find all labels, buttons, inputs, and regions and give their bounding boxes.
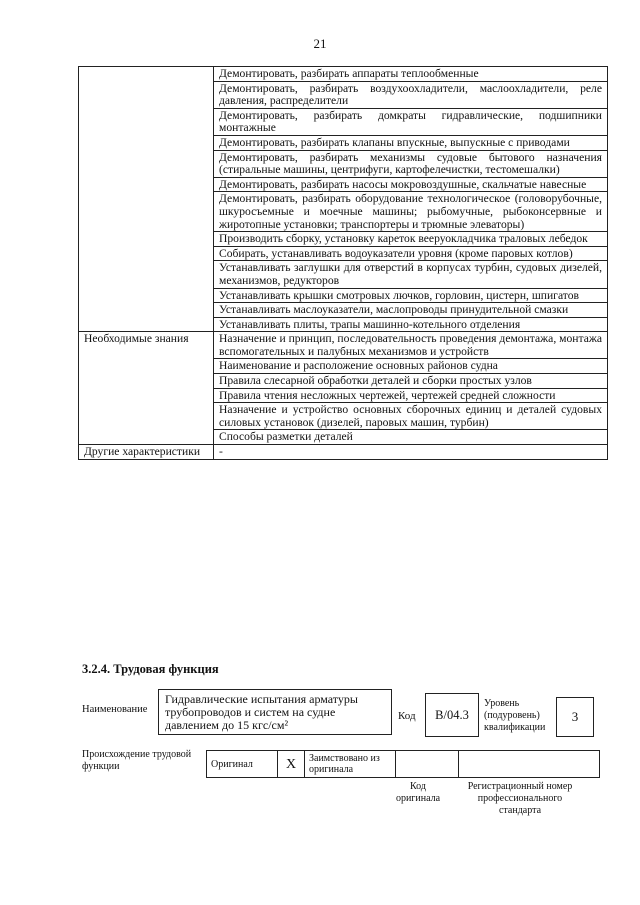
other-row-text: -	[214, 445, 608, 460]
action-row-text: Устанавливать заглушки для отверстий в корпусах турбин, судовых дизелей, механизмов, редукторов	[214, 261, 608, 288]
knowledge-row-text: Правила слесарной обработки деталей и сборки простых узлов	[214, 374, 608, 389]
knowledge-row-text: Назначение и принцип, последовательность проведения демонтажа, монтажа вспомогательных и палубных механизмов и устройств	[214, 332, 608, 359]
action-row-text: Устанавливать плиты, трапы машинно-котельного отделения	[214, 317, 608, 332]
action-row-text: Демонтировать, разбирать клапаны впускные, выпускные с приводами	[214, 135, 608, 150]
other-row	[79, 445, 608, 460]
knowledge-row	[79, 332, 608, 359]
original-label: Оригинал	[207, 751, 278, 778]
page-number: 21	[313, 36, 327, 51]
action-row-text: Демонтировать, разбирать домкраты гидравлические, подшипники монтажные	[214, 108, 608, 135]
section-title: 3.2.4. Трудовая функция	[82, 662, 219, 676]
borrowed-label: Заимствовано из оригинала	[305, 751, 396, 778]
code-original-cell	[396, 751, 459, 778]
name-label: Наименование	[82, 704, 148, 715]
other-row-label: Другие характеристики	[79, 445, 214, 460]
action-row-label	[79, 67, 214, 332]
action-row-text: Устанавливать маслоуказатели, маслопроводы принудительной смазки	[214, 303, 608, 318]
code-value: B/04.3	[435, 707, 469, 722]
action-row-text: Собирать, устанавливать водоуказатели уровня (кроме паровых котлов)	[214, 246, 608, 261]
reg-number-cell	[459, 751, 600, 778]
action-row	[79, 67, 608, 82]
code-label: Код	[398, 710, 416, 722]
knowledge-row-text: Назначение и устройство основных сборочных единиц и деталей судовых силовых установок (дизелей, паровых машин, турбин)	[214, 403, 608, 430]
code-original-caption: Код оригинала	[395, 781, 441, 804]
knowledge-row-label: Необходимые знания	[79, 332, 214, 445]
action-row-text: Демонтировать, разбирать воздухоохладители, маслоохладители, реле давления, распределители	[214, 81, 608, 108]
action-row-text: Производить сборку, установку кареток вееруокладчика траловых лебедок	[214, 232, 608, 247]
code-box	[425, 693, 479, 737]
level-label: Уровень (подуровень) квалификации	[484, 698, 546, 733]
action-row-text: Устанавливать крышки смотровых лючков, горловин, цистерн, шпигатов	[214, 288, 608, 303]
level-value: 3	[571, 709, 579, 724]
function-name-value: Гидравлические испытания арматуры трубопроводов и систем на судне давлением до 15 кгс/см²	[165, 692, 358, 732]
action-row-text: Демонтировать, разбирать насосы мокровоздушные, скальчатые навесные	[214, 177, 608, 192]
reg-number-caption: Регистрационный номер профессионального стандарта	[467, 781, 573, 816]
knowledge-row-text: Наименование и расположение основных районов судна	[214, 359, 608, 374]
action-row-text: Демонтировать, разбирать оборудование технологическое (головорубочные, шкуросъемные и моечные машины; рыбомучные, рыбоконсервные и жиротопные установки; транспортеры и трюмные элеваторы)	[214, 192, 608, 232]
knowledge-row-text: Правила чтения несложных чертежей, чертежей средней сложности	[214, 388, 608, 403]
original-mark: X	[278, 751, 305, 778]
knowledge-row-text: Способы разметки деталей	[214, 430, 608, 445]
action-row-text: Демонтировать, разбирать аппараты теплообменные	[214, 67, 608, 82]
competency-table	[78, 66, 608, 460]
origin-table	[206, 750, 600, 778]
origin-label: Происхождение трудовой функции	[82, 749, 192, 772]
function-name-box	[158, 689, 392, 735]
action-row-text: Демонтировать, разбирать механизмы судовые бытового назначения (стиральные машины, центрифуги, картофелечистки, тестомешалки)	[214, 150, 608, 177]
level-box	[556, 697, 594, 737]
